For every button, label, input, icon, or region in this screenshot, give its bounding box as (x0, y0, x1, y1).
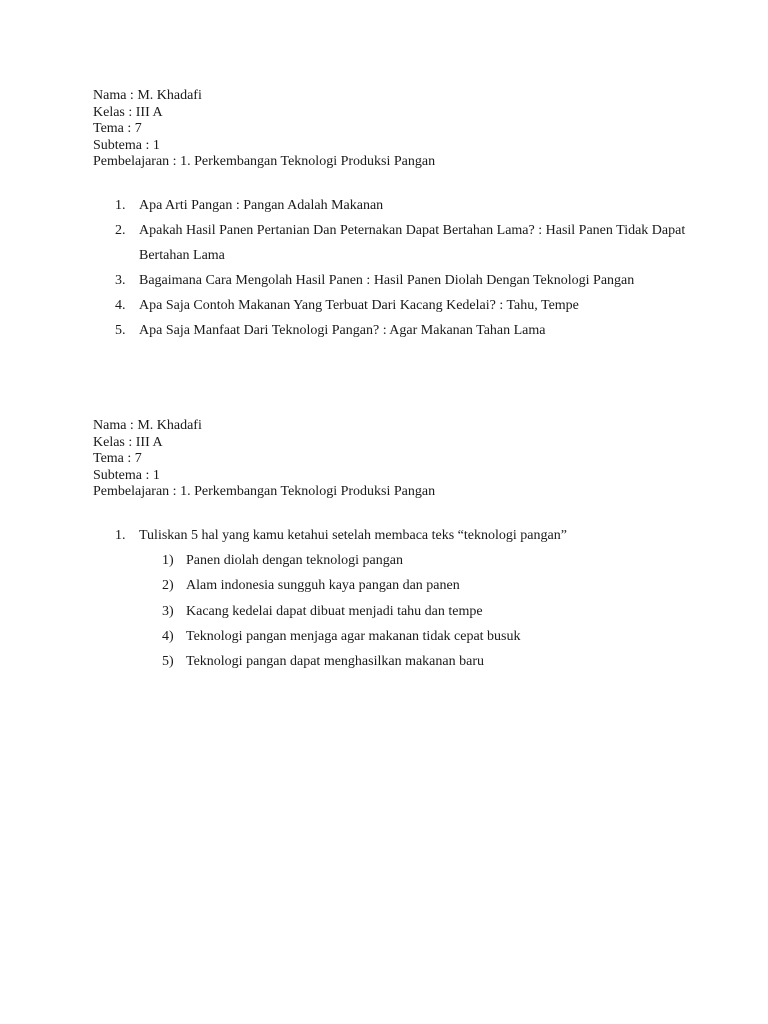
answer-item-number: 5) (162, 654, 174, 670)
subtema-line: Subtema : 1 (93, 137, 160, 153)
kelas-line: Kelas : III A (93, 434, 163, 450)
answer-item-text: Panen diolah dengan teknologi pangan (186, 552, 403, 568)
list-item (93, 318, 693, 343)
section-1 (93, 88, 693, 343)
tema-line: Tema : 7 (93, 121, 142, 137)
answer-item-text: Teknologi pangan menjaga agar makanan tidak cepat busuk (186, 628, 521, 644)
list-item-number: 4. (115, 297, 126, 313)
list-item-text: Apakah Hasil Panen Pertanian Dan Peternakan Dapat Bertahan Lama? : Hasil Panen Tidak Dapat Bertahan Lama (139, 222, 686, 263)
nama-line: Nama : M. Khadafi (93, 88, 202, 103)
answer-item-text: Alam indonesia sungguh kaya pangan dan panen (186, 578, 460, 594)
pembelajaran-line: Pembelajaran : 1. Perkembangan Teknologi Produksi Pangan (93, 484, 436, 500)
answer-item-text: Teknologi pangan dapat menghasilkan makanan baru (186, 654, 484, 670)
list-item-number: 1. (115, 197, 126, 213)
answer-item (93, 573, 693, 598)
list-item (93, 523, 693, 548)
answer-item-number: 4) (162, 628, 174, 644)
answer-item-number: 1) (162, 552, 174, 568)
subtema-line: Subtema : 1 (93, 467, 160, 483)
list-item (93, 193, 693, 218)
answer-item (93, 548, 693, 573)
pembelajaran-line: Pembelajaran : 1. Perkembangan Teknologi Produksi Pangan (93, 154, 436, 170)
answer-item-number: 3) (162, 603, 174, 619)
answer-item-text: Kacang kedelai dapat dibuat menjadi tahu dan tempe (186, 603, 483, 619)
list-item-text: Apa Saja Manfaat Dari Teknologi Pangan? : Agar Makanan Tahan Lama (139, 322, 546, 338)
list-item (93, 293, 693, 318)
list-item-number: 1. (115, 527, 126, 543)
answer-item (93, 599, 693, 624)
nama-line: Nama : M. Khadafi (93, 418, 202, 433)
list-item-text: Tuliskan 5 hal yang kamu ketahui setelah membaca teks “teknologi pangan” (139, 527, 567, 543)
answer-list (93, 548, 693, 674)
answer-item (93, 624, 693, 649)
answer-item-number: 2) (162, 578, 174, 594)
tema-line: Tema : 7 (93, 451, 142, 467)
list-item-number: 2. (115, 222, 126, 238)
section-2 (93, 418, 693, 674)
list-item-text: Apa Arti Pangan : Pangan Adalah Makanan (139, 197, 384, 213)
list-item-number: 3. (115, 272, 126, 288)
list-item-text: Apa Saja Contoh Makanan Yang Terbuat Dari Kacang Kedelai? : Tahu, Tempe (139, 297, 579, 313)
question-list (93, 523, 693, 548)
list-item-number: 5. (115, 322, 126, 338)
question-list (93, 193, 693, 343)
list-item-text: Bagaimana Cara Mengolah Hasil Panen : Hasil Panen Diolah Dengan Teknologi Pangan (139, 272, 635, 288)
answer-item (93, 649, 693, 674)
list-item (93, 218, 693, 268)
list-item (93, 268, 693, 293)
kelas-line: Kelas : III A (93, 104, 163, 120)
